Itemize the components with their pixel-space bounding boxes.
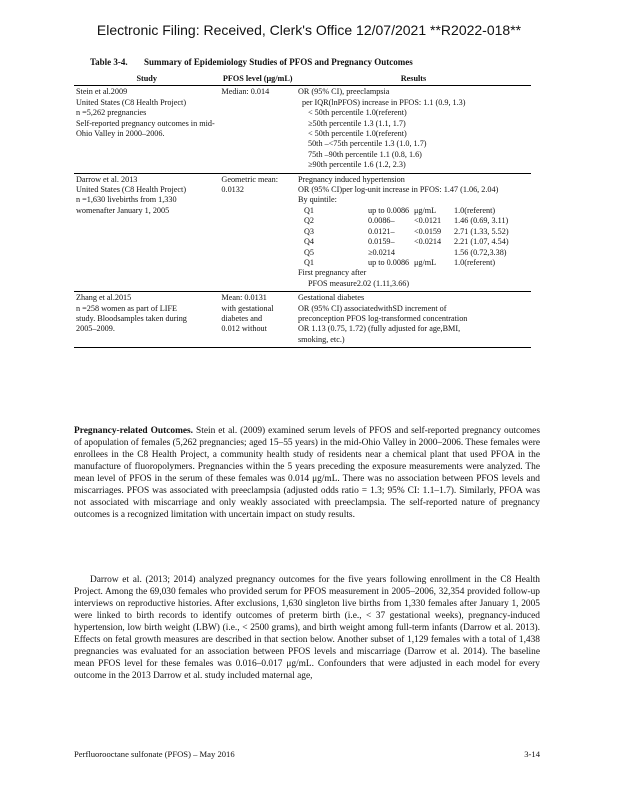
result-line: smoking, etc.): [297, 334, 345, 344]
study-line: n =5,262 pregnancies: [76, 108, 147, 118]
study-line: n =1,630 livebirths from 1,330: [76, 195, 177, 205]
table-number: Table 3-4.: [90, 57, 128, 67]
results-cell: [296, 292, 531, 348]
level-line: Mean: 0.0131: [221, 293, 267, 303]
quintile-or: 1.46 (0.69, 3.11): [453, 216, 509, 226]
column-header-results: Results: [400, 74, 427, 83]
result-line: By quintile:: [297, 195, 337, 205]
result-line: ≥90th percentile 1.6 (1.2, 2.3): [307, 160, 406, 170]
level-cell: [219, 86, 296, 173]
quintile-range-high: <0.0121: [413, 216, 442, 226]
result-line: OR (95% CI)per log-unit increase in PFOS: 1.47 (1.06, 2.04): [297, 185, 499, 195]
result-line: PFOS measure2.02 (1.11,3.66): [307, 278, 410, 288]
results-cell: [296, 86, 531, 173]
quintile-label: Q1: [303, 257, 314, 267]
quintile-range-high: μg/mL: [413, 205, 437, 215]
study-cell: [74, 173, 219, 291]
column-header-pfos-level: PFOS level (μg/mL): [222, 74, 293, 83]
quintile-row: [298, 227, 529, 237]
quintile-label: Q4: [303, 237, 314, 247]
result-line: 50th –<75th percentile 1.3 (1.0, 1.7): [307, 139, 427, 149]
quintile-range-low: 0.0086–: [367, 216, 395, 226]
quintile-or: 1.56 (0.72,3.38): [453, 247, 507, 257]
result-line: per IQR(lnPFOS) increase in PFOS: 1.1 (0.9, 1.3): [301, 97, 466, 107]
result-line: First pregnancy after: [297, 268, 367, 278]
results-cell: [296, 173, 531, 291]
result-line: OR (95% CI), preeclampsia: [297, 87, 390, 97]
level-line: 0.0132: [221, 185, 244, 195]
study-line: Self-reported pregnancy outcomes in mid-Ohio Valley in 2000–2006.: [76, 118, 215, 139]
pfos-pregnancy-table: [74, 72, 531, 348]
quintile-range-high: <0.0159: [413, 226, 442, 236]
result-line: 75th –90th percentile 1.1 (0.8, 1.6): [307, 149, 422, 159]
level-line: with gestational: [221, 303, 274, 313]
table-row: [74, 292, 531, 348]
quintile-row: [298, 248, 529, 258]
paragraph-body: Stein et al. (2009) examined serum levels of PFOS and self-reported pregnancy outcomes of apopulation of females (5,262 pregnancies; aged 15–55 years) in the mid-Ohio Valley in 2000–2006. These females were enrollees in the C8 Health Project, a community health study of residents near a chemical plant that used PFOA in the manufacture of fluoropolymers. Pregnancies within the 5 years preceding the exposure measurements were analyzed. The mean level of PFOS in the serum of these females was 0.014 μg/mL. There was no association between PFOS levels and miscarriages. PFOS was associated with preeclampsia (adjusted odds ratio = 1.3; 95% CI: 1.1–1.7). Similarly, PFOA was not associated with miscarriage and only weakly associated with preeclampsia. The self-reported nature of pregnancy outcomes is a recognized limitation with uncertain impact on study results.: [74, 426, 540, 520]
study-line: Zhang et al.2015: [76, 293, 132, 303]
paragraph-pregnancy-outcomes: [74, 425, 540, 521]
page-number: 3-14: [524, 749, 540, 759]
result-line: OR 1.13 (0.75, 1.72) (fully adjusted for age,BMI,: [297, 324, 461, 334]
study-line: 2005–2009.: [76, 324, 115, 334]
quintile-label: Q1: [303, 205, 314, 215]
level-line: 0.012 without: [221, 324, 267, 334]
table-caption: [90, 57, 520, 67]
study-line: n =258 women as part of LIFE: [76, 303, 178, 313]
quintile-or: 1.0(referent): [453, 257, 496, 267]
quintile-or: 1.0(referent): [453, 205, 496, 215]
footer-document-title: Perfluorooctane sulfonate (PFOS) – May 2016: [74, 749, 235, 759]
quintile-range-high: <0.0214: [413, 237, 442, 247]
result-line: Pregnancy induced hypertension: [297, 174, 405, 184]
level-line: Geometric mean:: [221, 174, 279, 184]
result-line: OR (95% CI) associatedwithSD increment of: [297, 303, 447, 313]
page-footer: [74, 749, 540, 759]
quintile-range-low: ≥0.0214: [367, 247, 395, 257]
quintile-row: [298, 258, 529, 268]
quintile-range-low: up to 0.0086: [367, 205, 410, 215]
level-line: Median: 0.014: [221, 87, 270, 97]
filing-header: Electronic Filing: Received, Clerk's Office 12/07/2021 **R2022-018**: [96, 22, 522, 38]
quintile-label: Q2: [303, 216, 314, 226]
quintile-label: Q3: [303, 226, 314, 236]
quintile-row: [298, 216, 529, 226]
quintile-or: 2.71 (1.33, 5.52): [453, 226, 509, 236]
quintile-row: [298, 206, 529, 216]
study-cell: [74, 86, 219, 173]
quintile-range-high: [414, 248, 454, 258]
result-line: < 50th percentile 1.0(referent): [307, 129, 407, 139]
result-line: Gestational diabetes: [297, 293, 365, 303]
paragraph-darrow: Darrow et al. (2013; 2014) analyzed pregnancy outcomes for the five years following enrollment in the C8 Health Project. Among the 69,030 females who provided serum for PFOS measurement in 2005–2006, 32,354 provided follow-up interviews on reproductive histories. After exclusions, 1,630 singleton live births from 1,330 females after January 1, 2005 were linked to birth records to identify outcomes of preterm birth (i.e., < 37 gestational weeks), pregnancy-induced hypertension, low birth weight (LBW) (i.e., < 2500 grams), and birth weight among full-term infants (Darrow et al. 2013). Effects on fetal growth measures are described in that section below. Another subset of 1,129 females with a total of 1,438 pregnancies was evaluated for an association between PFOS levels and miscarriage (Darrow et al. 2014). The baseline mean PFOS level for these females was 0.016–0.017 μg/mL. Confounders that were adjusted in each model for every outcome in the 2013 Darrow et al. study included maternal age,: [74, 575, 540, 681]
result-line: preconception PFOS log-transformed concentration: [297, 313, 468, 323]
table-row: [74, 173, 531, 291]
study-line: United States (C8 Health Project): [76, 185, 187, 195]
table-title: Summary of Epidemiology Studies of PFOS and Pregnancy Outcomes: [143, 57, 413, 67]
quintile-range-low: up to 0.0086: [367, 257, 410, 267]
result-line: ≥50th percentile 1.3 (1.1, 1.7): [307, 118, 406, 128]
table-row: [74, 86, 531, 173]
quintile-range-low: 0.0159–: [367, 237, 395, 247]
study-line: womenafter January 1, 2005: [76, 205, 170, 215]
quintile-or: 2.21 (1.07, 4.54): [453, 237, 509, 247]
result-line: < 50th percentile 1.0(referent): [307, 108, 407, 118]
quintile-row: [298, 237, 529, 247]
level-line: diabetes and: [221, 313, 263, 323]
study-cell: [74, 292, 219, 348]
study-line: Stein et al.2009: [76, 87, 128, 97]
study-line: study. Bloodsamples taken during: [76, 313, 187, 323]
quintile-label: Q5: [303, 247, 314, 257]
column-header-study: Study: [136, 74, 157, 83]
study-line: United States (C8 Health Project): [76, 97, 187, 107]
quintile-range-high: μg/mL: [413, 257, 437, 267]
quintile-range-low: 0.0121–: [367, 226, 395, 236]
paragraph-runin-heading: Pregnancy-related Outcomes.: [74, 426, 194, 436]
level-cell: [219, 292, 296, 348]
level-cell: [219, 173, 296, 291]
study-line: Darrow et al. 2013: [76, 174, 138, 184]
